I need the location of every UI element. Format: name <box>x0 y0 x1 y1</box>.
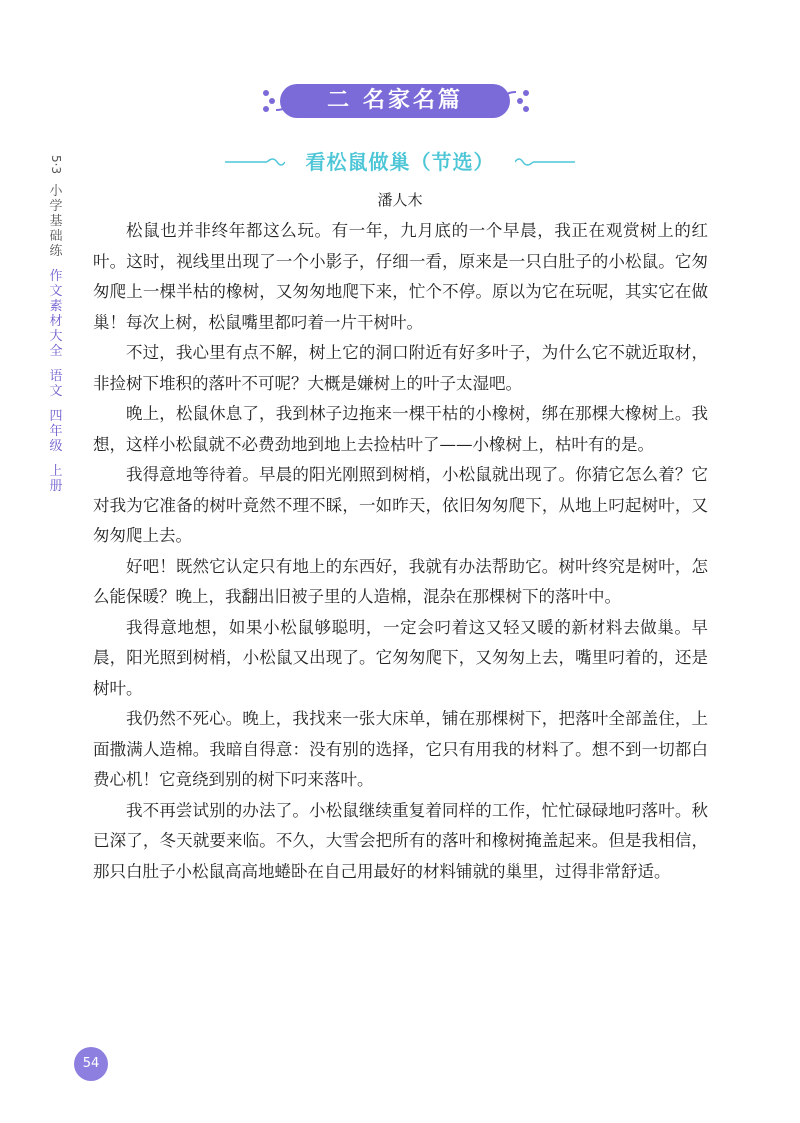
term-label: 上册 <box>49 464 63 495</box>
book-side-label <box>44 155 68 504</box>
section-banner <box>258 84 532 118</box>
paragraph: 我得意地想，如果小松鼠够聪明，一定会叼着这又轻又暖的新材料去做巢。早晨，阳光照到树梢，小松鼠又出现了。它匆匆爬下，又匆匆上去，嘴里叼着的，还是树叶。 <box>93 617 708 698</box>
paragraph: 我得意地等待着。早晨的阳光刚照到树梢，小松鼠就出现了。你猜它怎么着？它对我为它准备的树叶竟然不理不睬，一如昨天，依旧匆匆爬下，从地上叼起树叶，又匆匆爬上去。 <box>93 465 708 545</box>
paragraph: 好吧！既然它认定只有地上的东西好，我就有办法帮助它。树叶终究是树叶，怎么能保暖？晚上，我翻出旧被子里的人造棉，混杂在那棵树下的落叶中。 <box>93 556 708 606</box>
paragraph: 我仍然不死心。晚上，我找来一张大床单，铺在那棵树下，把落叶全部盖住，上面撒满人造棉。我暗自得意：没有别的选择，它只有用我的材料了。想不到一切都白费心机！它竟绕到别的树下叼来落叶。 <box>93 709 708 789</box>
paragraph: 我不再尝试别的办法了。小松鼠继续重复着同样的工作，忙忙碌碌地叼落叶。秋已深了，冬天就要来临。不久，大雪会把所有的落叶和橡树掩盖起来。但是我相信，那只白肚子小松鼠高高地蜷卧在自己用最好的材料铺就的巢里，过得非常舒适。 <box>93 800 708 881</box>
paragraph: 松鼠也并非终年都这么玩。有一年，九月底的一个早晨，我正在观赏树上的红叶。这时，视线里出现了一个小影子，仔细一看，原来是一只白肚子的小松鼠。它匆匆爬上一棵半枯的橡树，又匆匆地爬下来，忙个不停。原以为它在玩呢，其实它在做巢！每次上树，松鼠嘴里都叼着一片干树叶。 <box>93 221 708 332</box>
book-label: 小学基础练 <box>49 184 63 260</box>
page-number: 54 <box>74 1047 108 1081</box>
title-right-flourish <box>515 154 575 170</box>
article-title: 看松鼠做巢（节选） <box>305 150 495 174</box>
article-body <box>93 216 708 887</box>
article-author: 潘人木 <box>377 191 423 209</box>
banner-right-ornament <box>494 84 534 118</box>
article-title-row <box>225 146 575 176</box>
series-label: 5·3 <box>49 155 63 175</box>
section-heading: 二 名家名篇 <box>280 84 510 118</box>
title-left-flourish <box>225 154 285 170</box>
grade-label: 四年级 <box>49 409 63 455</box>
paragraph: 不过，我心里有点不解，树上它的洞口附近有好多叶子，为什么它不就近取材，非捡树下堆积的落叶不可呢？大概是嫌树上的叶子太湿吧。 <box>93 343 708 393</box>
paragraph: 晚上，松鼠休息了，我到林子边拖来一棵干枯的小橡树，绑在那棵大橡树上。我想，这样小松鼠就不必费劲地到地上去捡枯叶了——小橡树上，枯叶有的是。 <box>93 404 708 454</box>
subject-label: 语文 <box>49 369 63 400</box>
volume-label: 作文素材大全 <box>49 269 63 360</box>
